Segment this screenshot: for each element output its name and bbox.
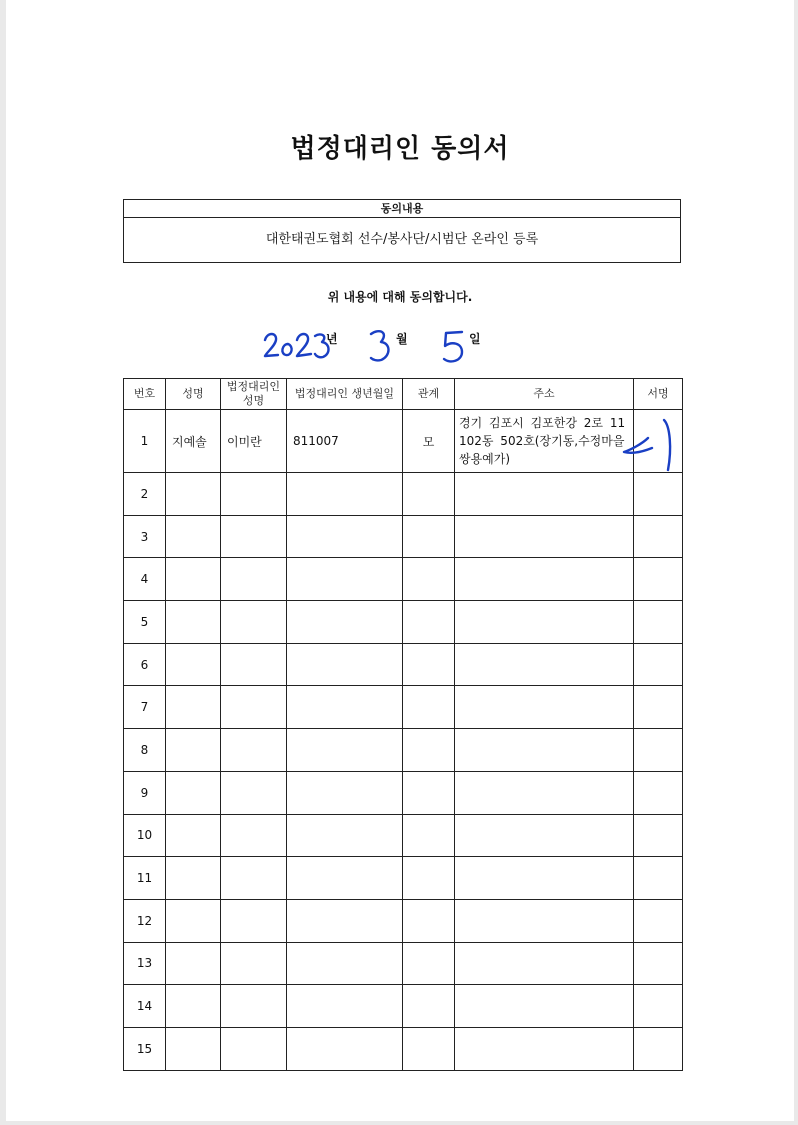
cell-birth (287, 601, 403, 644)
cell-address (455, 473, 634, 516)
cell-name (166, 601, 221, 644)
agreement-statement: 위 내용에 대해 동의합니다. (327, 290, 473, 304)
cell-address (455, 985, 634, 1028)
cell-no: 5 (124, 601, 166, 644)
cell-name (166, 686, 221, 729)
cell-relation (403, 814, 455, 857)
cell-birth (287, 857, 403, 900)
cell-guardian (221, 857, 287, 900)
table-row (124, 601, 683, 644)
cell-address (455, 942, 634, 985)
cell-no: 8 (124, 729, 166, 772)
table-row (124, 729, 683, 772)
handwritten-month (361, 310, 401, 370)
cell-no: 15 (124, 1027, 166, 1070)
cell-guardian (221, 515, 287, 558)
cell-guardian (221, 899, 287, 942)
cell-no: 2 (124, 473, 166, 516)
cell-name (166, 473, 221, 516)
document-page (6, 0, 794, 1121)
table-row (124, 899, 683, 942)
cell-address (455, 1027, 634, 1070)
cell-address (455, 814, 634, 857)
cell-relation (403, 729, 455, 772)
table-row (124, 686, 683, 729)
header-name: 성명 (166, 379, 221, 410)
table-row (124, 558, 683, 601)
cell-no: 1 (124, 410, 166, 473)
cell-guardian (221, 686, 287, 729)
header-number: 번호 (124, 379, 166, 410)
consent-header: 동의내용 (124, 200, 680, 218)
cell-no: 10 (124, 814, 166, 857)
table-row (124, 985, 683, 1028)
cell-address (455, 643, 634, 686)
table-row (124, 473, 683, 516)
cell-signature (634, 771, 683, 814)
cell-address (455, 857, 634, 900)
cell-signature (634, 558, 683, 601)
cell-name (166, 985, 221, 1028)
cell-birth (287, 814, 403, 857)
table-header-row (124, 379, 683, 410)
cell-birth (287, 985, 403, 1028)
cell-signature (634, 729, 683, 772)
cell-address (455, 558, 634, 601)
cell-relation (403, 985, 455, 1028)
cell-name (166, 558, 221, 601)
cell-name (166, 942, 221, 985)
cell-address (455, 729, 634, 772)
consent-body: 대한태권도협회 선수/봉사단/시범단 온라인 등록 (265, 232, 539, 247)
cell-no: 9 (124, 771, 166, 814)
cell-name (166, 643, 221, 686)
header-signature: 서명 (634, 379, 683, 410)
cell-signature (634, 1027, 683, 1070)
cell-no: 3 (124, 515, 166, 558)
cell-no: 13 (124, 942, 166, 985)
cell-address (455, 899, 634, 942)
cell-address (455, 601, 634, 644)
cell-guardian (221, 729, 287, 772)
cell-guardian (221, 942, 287, 985)
header-guardian-name: 법정대리인 성명 (221, 379, 287, 410)
signature-mark (618, 414, 678, 474)
table-row (124, 942, 683, 985)
cell-no: 7 (124, 686, 166, 729)
header-guardian-birth: 법정대리인 생년월일 (287, 379, 403, 410)
header-address: 주소 (455, 379, 634, 410)
table-row (124, 814, 683, 857)
cell-guardian: 이미란 (221, 410, 287, 473)
cell-name (166, 771, 221, 814)
cell-name (166, 899, 221, 942)
cell-guardian (221, 473, 287, 516)
date-year-label: 년 (326, 332, 338, 346)
table-row (124, 410, 683, 473)
cell-signature (634, 473, 683, 516)
table-row (124, 771, 683, 814)
cell-no: 14 (124, 985, 166, 1028)
cell-name (166, 1027, 221, 1070)
cell-signature (634, 686, 683, 729)
table-row (124, 1027, 683, 1070)
date-month-label: 월 (396, 332, 408, 346)
date-day-label: 일 (469, 332, 481, 346)
cell-birth (287, 942, 403, 985)
cell-relation (403, 601, 455, 644)
consent-content-box (123, 199, 681, 263)
cell-relation (403, 857, 455, 900)
cell-no: 4 (124, 558, 166, 601)
cell-guardian (221, 771, 287, 814)
cell-address: 경기 김포시 김포한강 2로 11 102동 502호(장기동,수정마을쌍용예가) (455, 410, 634, 473)
cell-relation (403, 1027, 455, 1070)
cell-relation (403, 643, 455, 686)
cell-relation (403, 942, 455, 985)
cell-name: 지예솔 (166, 410, 221, 473)
cell-birth (287, 643, 403, 686)
table-row (124, 643, 683, 686)
cell-birth (287, 686, 403, 729)
cell-address (455, 771, 634, 814)
guardian-table (123, 378, 683, 1071)
cell-address (455, 686, 634, 729)
cell-signature (634, 515, 683, 558)
cell-birth (287, 1027, 403, 1070)
cell-birth (287, 729, 403, 772)
cell-no: 12 (124, 899, 166, 942)
cell-name (166, 729, 221, 772)
cell-signature (634, 601, 683, 644)
header-relation: 관계 (403, 379, 455, 410)
cell-relation (403, 899, 455, 942)
cell-relation (403, 558, 455, 601)
cell-birth (287, 771, 403, 814)
cell-signature (634, 899, 683, 942)
cell-birth (287, 515, 403, 558)
document-title: 법정대리인 동의서 (290, 134, 510, 164)
handwritten-day (434, 310, 474, 370)
handwritten-year (261, 310, 341, 370)
cell-address (455, 515, 634, 558)
cell-guardian (221, 643, 287, 686)
cell-signature (634, 643, 683, 686)
cell-name (166, 814, 221, 857)
cell-birth (287, 899, 403, 942)
cell-guardian (221, 814, 287, 857)
table-row (124, 515, 683, 558)
cell-guardian (221, 601, 287, 644)
cell-guardian (221, 985, 287, 1028)
cell-birth (287, 473, 403, 516)
cell-guardian (221, 1027, 287, 1070)
cell-signature (634, 985, 683, 1028)
cell-relation: 모 (403, 410, 455, 473)
cell-signature (634, 857, 683, 900)
cell-relation (403, 473, 455, 516)
cell-signature (634, 814, 683, 857)
cell-signature (634, 942, 683, 985)
cell-no: 11 (124, 857, 166, 900)
cell-name (166, 857, 221, 900)
cell-name (166, 515, 221, 558)
cell-relation (403, 771, 455, 814)
cell-no: 6 (124, 643, 166, 686)
cell-birth (287, 558, 403, 601)
table-row (124, 857, 683, 900)
cell-birth: 811007 (287, 410, 403, 473)
cell-guardian (221, 558, 287, 601)
cell-relation (403, 686, 455, 729)
cell-relation (403, 515, 455, 558)
